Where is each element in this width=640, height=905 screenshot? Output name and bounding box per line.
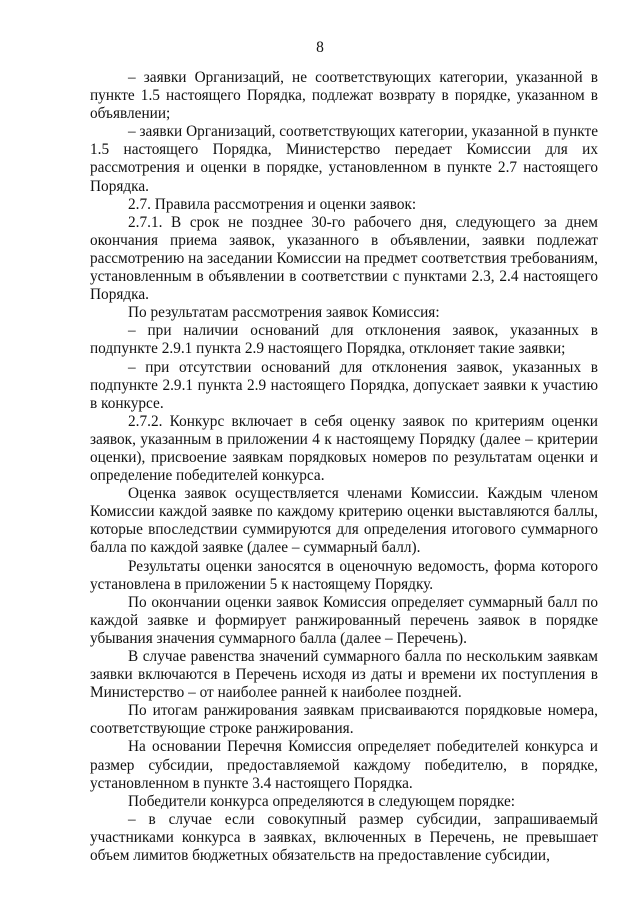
paragraph: – заявки Организаций, не соответствующих категории, указанной в пункте 1.5 настоящего Порядка, подлежат возврату в порядке, указанном в объявлении; bbox=[90, 69, 598, 123]
paragraph: – при наличии оснований для отклонения заявок, указанных в подпункте 2.9.1 пункта 2.9 настоящего Порядка, отклоняет такие заявки; bbox=[90, 322, 598, 358]
paragraph: По результатам рассмотрения заявок Комиссия: bbox=[128, 304, 440, 322]
paragraph: 2.7. Правила рассмотрения и оценки заявок: bbox=[128, 195, 417, 213]
paragraph: – при отсутствии оснований для отклонения заявок, указанных в подпункте 2.9.1 пункта 2.9 настоящего Порядка, допускает заявки к участию в конкурсе. bbox=[90, 358, 598, 412]
paragraph: По окончании оценки заявок Комиссия определяет суммарный балл по каждой заявке и формирует ранжированный перечень заявок в порядке убывания значения суммарного балла (далее – Перечень). bbox=[90, 593, 598, 647]
paragraph: 2.7.1. В срок не позднее 30-го рабочего дня, следующего за днем окончания приема заявок, указанного в объявлении, заявки подлежат рассмотрению на заседании Комиссии на предмет соответствия требованиям, установленным в объявлении в соответствии с пунктами 2.3, 2.4 настоящего Порядка. bbox=[90, 213, 598, 304]
paragraph: На основании Перечня Комиссия определяет победителей конкурса и размер субсидии, предоставляемой каждому победителю, в порядке, установленном в пункте 3.4 настоящего Порядка. bbox=[90, 738, 598, 792]
paragraph: Оценка заявок осуществляется членами Комиссии. Каждым членом Комиссии каждой заявке по каждому критерию оценки выставляются баллы, которые впоследствии суммируются для определения итогового суммарного балла по каждой заявке (далее – суммарный балл). bbox=[90, 485, 598, 557]
document-body bbox=[90, 69, 598, 865]
paragraph: В случае равенства значений суммарного балла по нескольким заявкам заявки включаются в Перечень исходя из даты и времени их поступления в Министерство – от наиболее ранней к наиболее поздней. bbox=[90, 648, 598, 702]
paragraph: Победители конкурса определяются в следующем порядке: bbox=[128, 792, 515, 810]
paragraph: Результаты оценки заносятся в оценочную ведомость, форма которого установлена в приложении 5 к настоящему Порядку. bbox=[90, 557, 598, 593]
page-number: 8 bbox=[316, 39, 324, 56]
paragraph: – заявки Организаций, соответствующих категории, указанной в пункте 1.5 настоящего Порядка, Министерство передает Комиссии для их рассмотрения и оценки в порядке, установленном в пункте 2.7 настоящего Порядка. bbox=[90, 123, 598, 195]
paragraph: – в случае если совокупный размер субсидии, запрашиваемый участниками конкурса в заявках, включенных в Перечень, не превышает объем лимитов бюджетных обязательств на предоставление субсидии, bbox=[90, 810, 598, 865]
paragraph: 2.7.2. Конкурс включает в себя оценку заявок по критериям оценки заявок, указанным в приложении 4 к настоящему Порядку (далее – критерии оценки), присвоение заявкам порядковых номеров по результатам оценки и определение победителей конкурса. bbox=[90, 412, 598, 485]
paragraph: По итогам ранжирования заявкам присваиваются порядковые номера, соответствующие строке ранжирования. bbox=[90, 702, 598, 738]
